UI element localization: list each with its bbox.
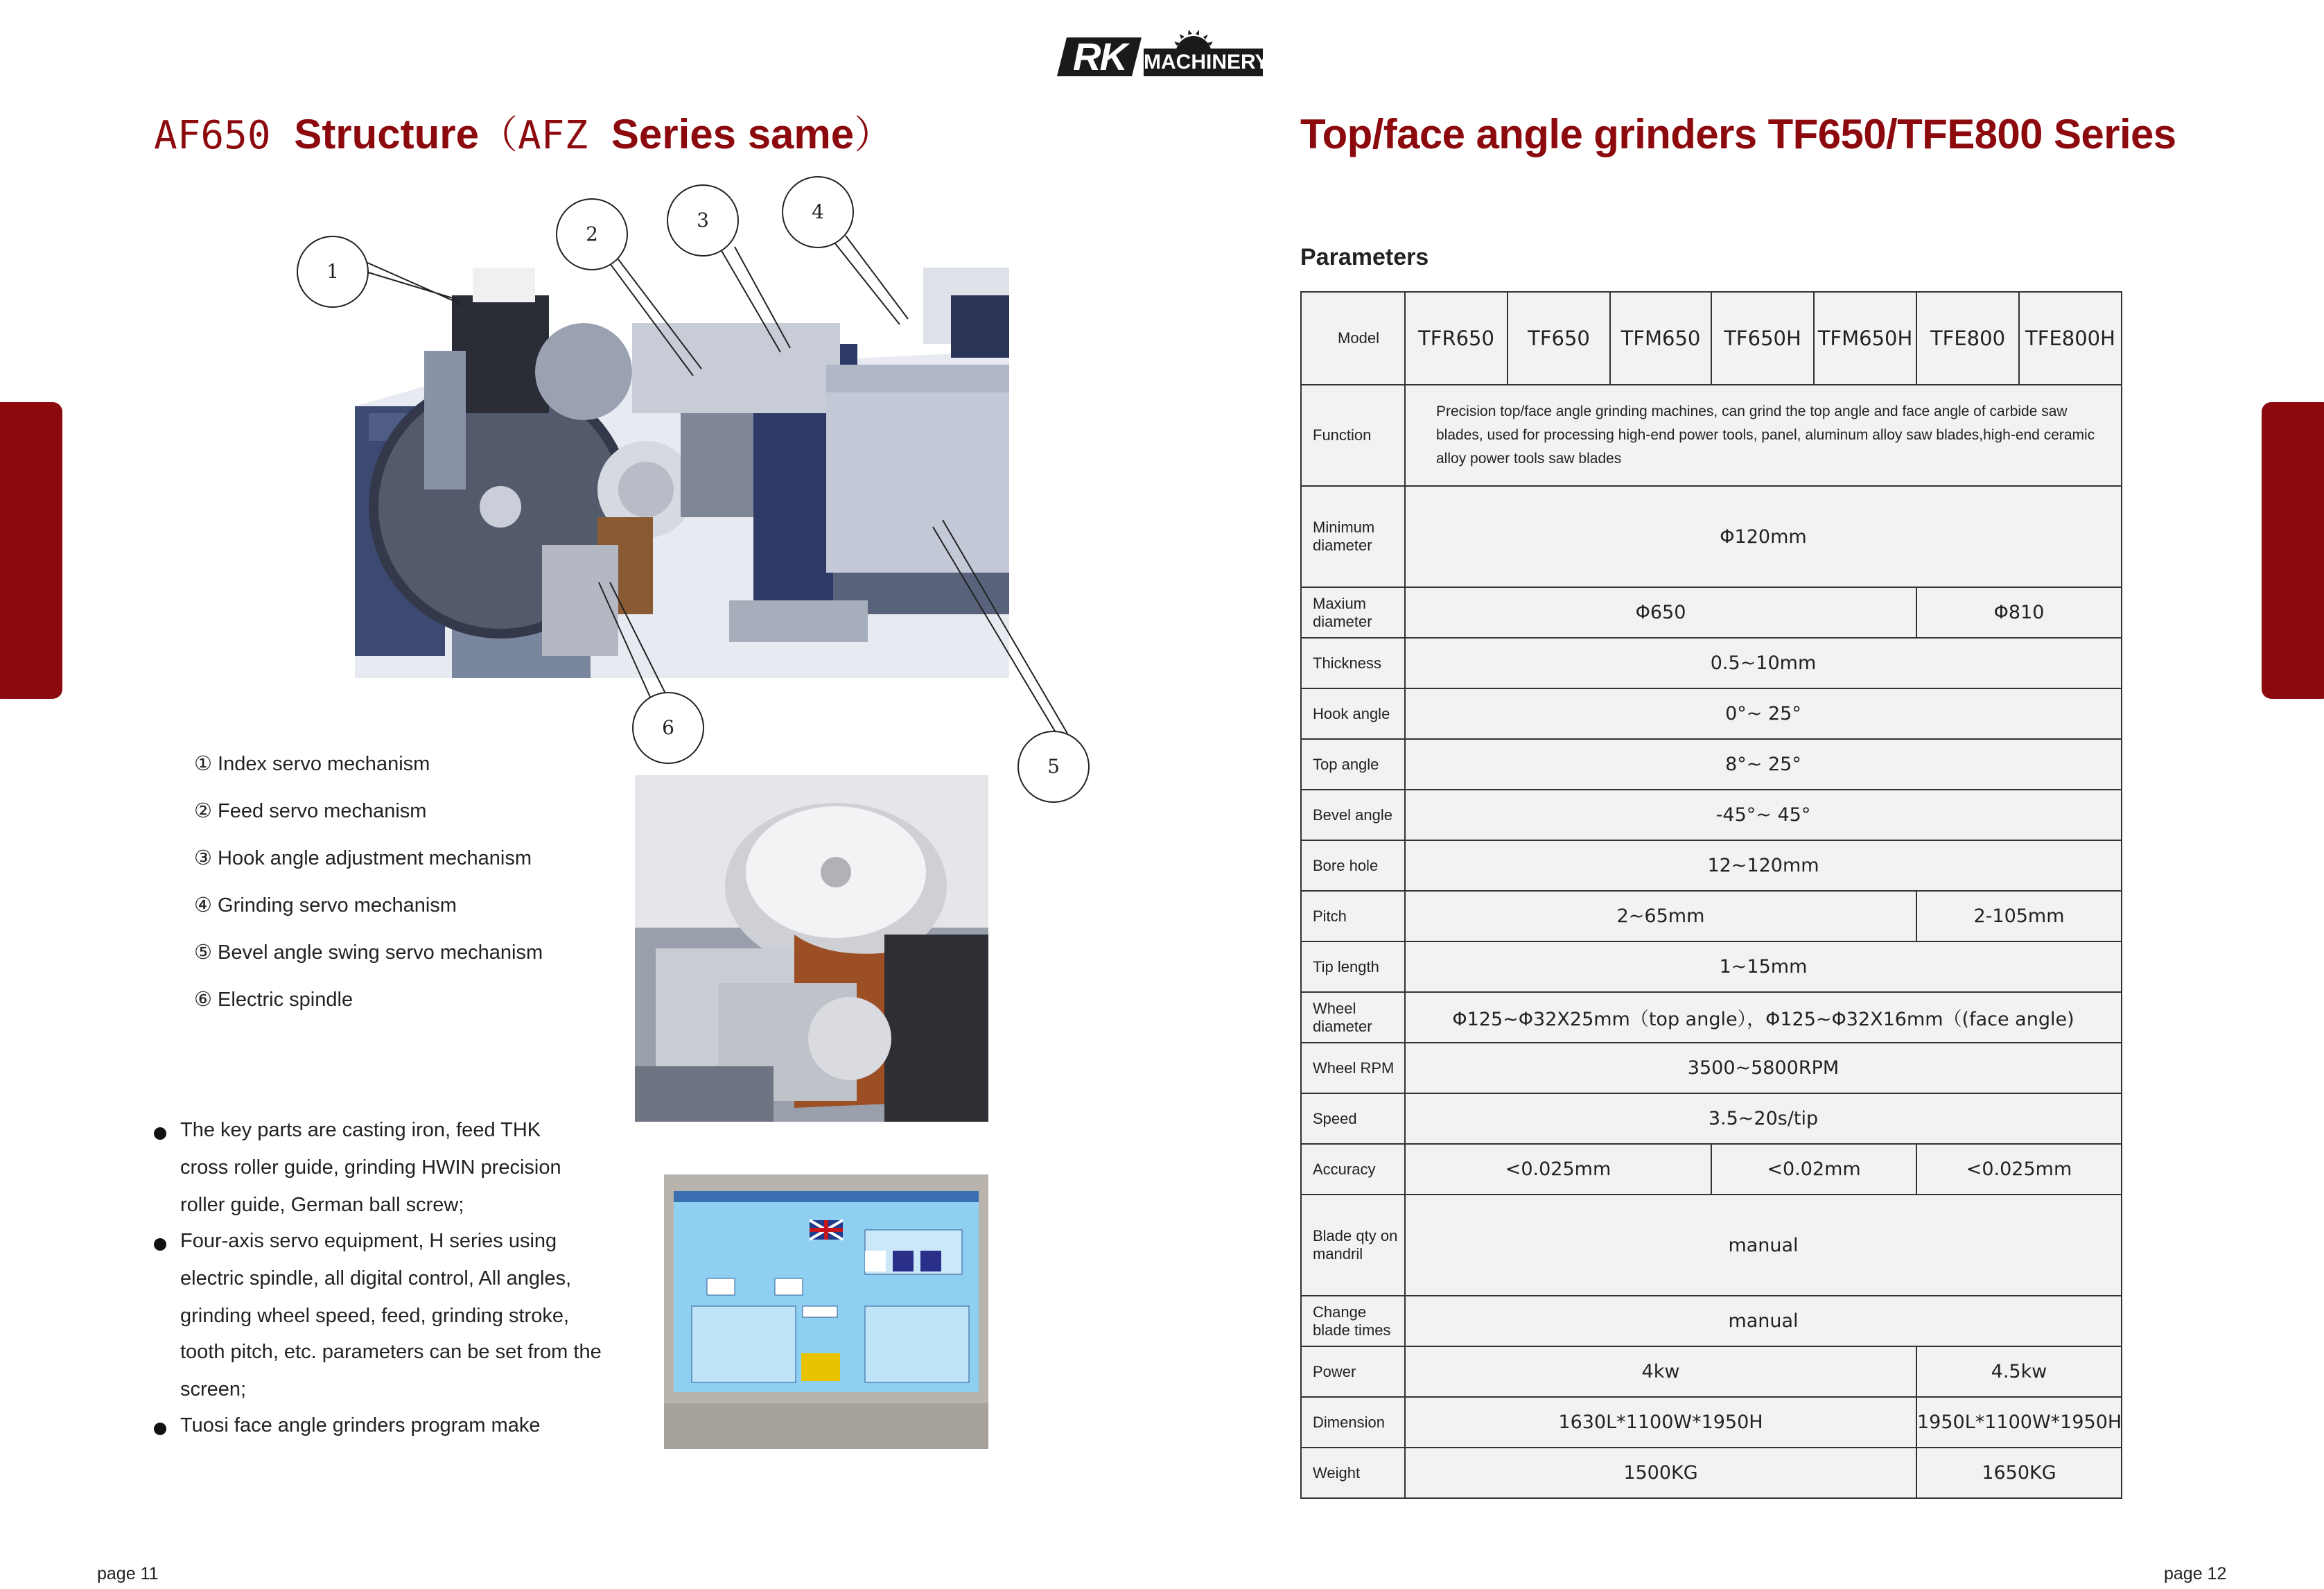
callout-6: 6 xyxy=(632,692,704,764)
top-angle-value: 8°~ 25° xyxy=(1405,739,2122,790)
callout-4: 4 xyxy=(782,176,854,248)
page-number-left: page 11 xyxy=(97,1564,159,1583)
callout-1: 1 xyxy=(297,236,369,308)
wheel-rpm-label: Wheel RPM xyxy=(1301,1043,1405,1093)
feature-line: tooth pitch, etc. parameters can be set from the xyxy=(180,1341,602,1363)
max-diameter-value: Φ650 xyxy=(1405,587,1916,638)
tip-length-label: Tip length xyxy=(1301,941,1405,992)
bevel-angle-label: Bevel angle xyxy=(1301,790,1405,840)
feature-line: electric spindle, all digital control, All angles, xyxy=(180,1267,572,1290)
dimension-label: Dimension xyxy=(1301,1397,1405,1448)
machine-structure-image xyxy=(355,268,1009,678)
mechanism-item: ⑤ Bevel angle swing servo mechanism xyxy=(194,941,543,964)
pitch-value: 2-105mm xyxy=(1916,891,2122,941)
blade-qty-value: manual xyxy=(1405,1195,2122,1296)
wheel-diameter-label: Wheel diameter xyxy=(1301,992,1405,1043)
pitch-value: 2~65mm xyxy=(1405,891,1916,941)
power-value: 4.5kw xyxy=(1916,1346,2122,1397)
max-diameter-label: Maxium diameter xyxy=(1301,587,1405,638)
right-side-tab xyxy=(2262,402,2324,699)
callout-3: 3 xyxy=(667,184,739,257)
power-label: Power xyxy=(1301,1346,1405,1397)
logo-machinery-text: MACHINERY xyxy=(1144,51,1269,73)
mechanism-item: ② Feed servo mechanism xyxy=(194,800,427,822)
mechanism-item: ④ Grinding servo mechanism xyxy=(194,894,457,917)
left-side-tab xyxy=(0,402,62,699)
rk-machinery-logo xyxy=(1062,28,1269,79)
min-diameter-label: Minimum diameter xyxy=(1301,486,1405,587)
model-header: TFR650 xyxy=(1405,292,1508,385)
dimension-value: 1950L*1100W*1950H xyxy=(1916,1397,2122,1448)
model-header: TF650 xyxy=(1508,292,1610,385)
thickness-label: Thickness xyxy=(1301,638,1405,688)
accuracy-value: <0.02mm xyxy=(1711,1144,1916,1195)
model-header: TFM650H xyxy=(1814,292,1916,385)
hook-angle-label: Hook angle xyxy=(1301,688,1405,739)
feature-line: screen; xyxy=(180,1378,247,1400)
accuracy-value: <0.025mm xyxy=(1916,1144,2122,1195)
mechanism-item: ⑥ Electric spindle xyxy=(194,989,353,1011)
parameters-heading: Parameters xyxy=(1300,244,1429,270)
max-diameter-value: Φ810 xyxy=(1916,587,2122,638)
bore-hole-label: Bore hole xyxy=(1301,840,1405,891)
model-header: TFE800H xyxy=(2019,292,2122,385)
logo-rk-text: RK xyxy=(1073,35,1126,78)
accuracy-value: <0.025mm xyxy=(1405,1144,1711,1195)
pitch-label: Pitch xyxy=(1301,891,1405,941)
feature-line: Four-axis servo equipment, H series using xyxy=(180,1230,557,1252)
change-blade-label: Change blade times xyxy=(1301,1296,1405,1346)
thickness-value: 0.5~10mm xyxy=(1405,638,2122,688)
dimension-value: 1630L*1100W*1950H xyxy=(1405,1397,1916,1448)
speed-value: 3.5~20s/tip xyxy=(1405,1093,2122,1144)
model-label: Model xyxy=(1301,292,1405,385)
feature-line: roller guide, German ball screw; xyxy=(180,1194,464,1216)
right-page-title: Top/face angle grinders TF650/TFE800 Series xyxy=(1300,111,2176,157)
weight-value: 1650KG xyxy=(1916,1448,2122,1498)
mechanism-item: ① Index servo mechanism xyxy=(194,753,430,775)
parameters-table xyxy=(1300,291,2122,1499)
bevel-angle-value: -45°~ 45° xyxy=(1405,790,2122,840)
bullet-icon xyxy=(154,1423,166,1435)
wheel-rpm-value: 3500~5800RPM xyxy=(1405,1043,2122,1093)
feature-line: cross roller guide, grinding HWIN precision xyxy=(180,1156,561,1179)
power-value: 4kw xyxy=(1405,1346,1916,1397)
page-number-right: page 12 xyxy=(2164,1564,2227,1583)
feature-line: Tuosi face angle grinders program make xyxy=(180,1414,541,1436)
min-diameter-value: Φ120mm xyxy=(1405,486,2122,587)
speed-label: Speed xyxy=(1301,1093,1405,1144)
callout-2: 2 xyxy=(556,198,628,270)
weight-label: Weight xyxy=(1301,1448,1405,1498)
accuracy-label: Accuracy xyxy=(1301,1144,1405,1195)
feature-line: grinding wheel speed, feed, grinding stroke, xyxy=(180,1305,570,1327)
callout-5: 5 xyxy=(1017,731,1090,803)
left-page-title: AF650 Structure（AFZ Series same） xyxy=(154,111,893,158)
mechanism-item: ③ Hook angle adjustment mechanism xyxy=(194,847,532,869)
grinding-head-photo xyxy=(635,775,988,1122)
blade-qty-label: Blade qty on mandril xyxy=(1301,1195,1405,1296)
function-label: Function xyxy=(1301,385,1405,486)
hook-angle-value: 0°~ 25° xyxy=(1405,688,2122,739)
model-header: TFE800 xyxy=(1916,292,2019,385)
change-blade-value: manual xyxy=(1405,1296,2122,1346)
wheel-diameter-value: Φ125~Φ32X25mm（top angle），Φ125~Φ32X16mm（(face angle) xyxy=(1405,992,2122,1043)
bullet-icon xyxy=(154,1238,166,1251)
model-header: TFM650 xyxy=(1610,292,1711,385)
function-value: Precision top/face angle grinding machines, can grind the top angle and face angle of carbide saw blades, used for processing high-end power tools, panel, aluminum alloy saw blades,high-end ceramic alloy power tools saw blades xyxy=(1405,385,2122,486)
bullet-icon xyxy=(154,1127,166,1140)
control-screen-photo xyxy=(664,1174,988,1449)
weight-value: 1500KG xyxy=(1405,1448,1916,1498)
bore-hole-value: 12~120mm xyxy=(1405,840,2122,891)
tip-length-value: 1~15mm xyxy=(1405,941,2122,992)
top-angle-label: Top angle xyxy=(1301,739,1405,790)
model-header: TF650H xyxy=(1711,292,1814,385)
feature-line: The key parts are casting iron, feed THK xyxy=(180,1119,541,1141)
